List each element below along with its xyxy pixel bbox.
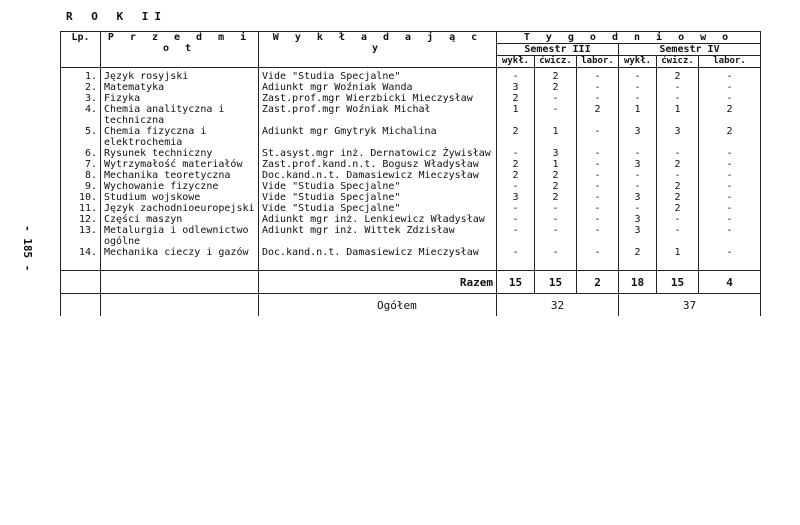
row-value: 2 [699, 104, 761, 126]
row-value: - [619, 203, 657, 214]
row-value: 2 [619, 247, 657, 271]
row-value: - [497, 203, 535, 214]
row-value: 1 [497, 104, 535, 126]
row-lp: 3. [61, 93, 101, 104]
row-subject: Wytrzymałość materiałów [101, 159, 259, 170]
row-value: - [577, 93, 619, 104]
row-value: 3 [619, 225, 657, 247]
row-lp: 14. [61, 247, 101, 271]
row-value: - [535, 93, 577, 104]
row-value: - [497, 247, 535, 271]
row-value: 1 [657, 104, 699, 126]
row-value: 3 [657, 126, 699, 148]
table-row [61, 214, 761, 225]
row-value: 2 [535, 170, 577, 181]
row-value: 2 [497, 93, 535, 104]
row-value: - [577, 203, 619, 214]
row-value: - [497, 181, 535, 192]
row-value: - [535, 214, 577, 225]
row-lp: 10. [61, 192, 101, 203]
row-value: - [699, 247, 761, 271]
total-value: 15 [497, 271, 535, 294]
row-value: - [497, 148, 535, 159]
row-value: 1 [619, 104, 657, 126]
header-lecture: wykł. [619, 56, 657, 68]
table-row [61, 203, 761, 214]
row-subject: Matematyka [101, 82, 259, 93]
row-subject: Język rosyjski [101, 68, 259, 83]
row-value: 2 [535, 181, 577, 192]
row-value: - [619, 82, 657, 93]
row-value: 2 [657, 192, 699, 203]
header-exercises: ćwicz. [657, 56, 699, 68]
row-lecturer: Vide "Studia Specjalne" [259, 203, 497, 214]
header-lecture: wykł. [497, 56, 535, 68]
row-lecturer: Vide "Studia Specjalne" [259, 68, 497, 83]
table-row [61, 126, 761, 148]
row-value: 2 [535, 68, 577, 83]
grand-total-row [61, 294, 761, 317]
row-value: - [619, 93, 657, 104]
row-value: 2 [535, 82, 577, 93]
row-value: 3 [497, 192, 535, 203]
total-value: 4 [699, 271, 761, 294]
row-value: - [699, 192, 761, 203]
row-value: - [535, 104, 577, 126]
header-weekly: T y g o d n i o w o [497, 32, 761, 44]
total-value: 15 [657, 271, 699, 294]
row-lp: 12. [61, 214, 101, 225]
header-subject: P r z e d m i o t [101, 32, 259, 68]
row-value: - [577, 247, 619, 271]
row-value: 1 [657, 247, 699, 271]
row-lp: 7. [61, 159, 101, 170]
row-value: 1 [535, 126, 577, 148]
row-value: - [577, 126, 619, 148]
row-value: - [535, 203, 577, 214]
row-lp: 13. [61, 225, 101, 247]
row-value: 3 [619, 214, 657, 225]
row-lecturer: Adiunkt mgr inż. Lenkiewicz Władysław [259, 214, 497, 225]
row-subject: Części maszyn [101, 214, 259, 225]
row-value: - [535, 225, 577, 247]
row-subject: Mechanika cieczy i gazów [101, 247, 259, 271]
row-subject: Fizyka [101, 93, 259, 104]
row-value: - [699, 214, 761, 225]
table-row [61, 225, 761, 247]
table-row [61, 93, 761, 104]
total-value: 15 [535, 271, 577, 294]
row-value: - [699, 203, 761, 214]
row-subject: Chemia analityczna i techniczna [101, 104, 259, 126]
table-row [61, 68, 761, 83]
total-value: 2 [577, 271, 619, 294]
row-value: - [619, 68, 657, 83]
row-value: - [657, 93, 699, 104]
row-value: - [497, 214, 535, 225]
row-value: - [497, 225, 535, 247]
row-value: - [619, 181, 657, 192]
totals-label: Razem [259, 271, 497, 294]
row-value: 3 [619, 192, 657, 203]
row-lecturer: St.asyst.mgr inż. Dernatowicz Żywisław [259, 148, 497, 159]
table-row [61, 170, 761, 181]
row-value: - [535, 247, 577, 271]
row-subject: Chemia fizyczna i elektrochemia [101, 126, 259, 148]
table-row [61, 192, 761, 203]
row-lp: 2. [61, 82, 101, 93]
row-subject: Język zachodnioeuropejski [101, 203, 259, 214]
row-value: 2 [657, 159, 699, 170]
row-value: - [577, 159, 619, 170]
row-lecturer: Doc.kand.n.t. Damasiewicz Mieczysław [259, 170, 497, 181]
header-exercises: ćwicz. [535, 56, 577, 68]
row-value: 2 [497, 126, 535, 148]
row-value: - [699, 148, 761, 159]
row-value: - [699, 159, 761, 170]
header-lecturer: W y k ł a d a j ą c y [259, 32, 497, 68]
page-number: - 185 - [21, 225, 34, 272]
page-title: R O K II [66, 10, 167, 23]
row-lecturer: Adiunkt mgr Woźniak Wanda [259, 82, 497, 93]
row-lp: 5. [61, 126, 101, 148]
row-value: - [699, 225, 761, 247]
header-semester-iv: Semestr IV [619, 44, 761, 56]
row-value: - [657, 148, 699, 159]
grand-total-s3: 32 [497, 294, 619, 317]
row-value: - [619, 170, 657, 181]
row-lp: 6. [61, 148, 101, 159]
row-value: 2 [657, 203, 699, 214]
row-value: - [497, 68, 535, 83]
row-value: 2 [497, 170, 535, 181]
row-lp: 8. [61, 170, 101, 181]
row-lecturer: Zast.prof.kand.n.t. Bogusz Władysław [259, 159, 497, 170]
row-value: 2 [497, 159, 535, 170]
row-value: 2 [577, 104, 619, 126]
row-value: 3 [497, 82, 535, 93]
row-value: 3 [535, 148, 577, 159]
grand-total-s4: 37 [619, 294, 761, 317]
row-value: - [577, 192, 619, 203]
row-lecturer: Adiunkt mgr inż. Wittek Zdzisław [259, 225, 497, 247]
row-lp: 4. [61, 104, 101, 126]
table-row [61, 159, 761, 170]
header-lp: Lp. [61, 32, 101, 68]
row-value: - [657, 214, 699, 225]
grand-total-label: Ogółem [259, 294, 497, 317]
row-subject: Studium wojskowe [101, 192, 259, 203]
row-value: - [577, 68, 619, 83]
row-lecturer: Zast.prof.mgr Woźniak Michał [259, 104, 497, 126]
row-lecturer: Doc.kand.n.t. Damasiewicz Mieczysław [259, 247, 497, 271]
row-value: - [577, 181, 619, 192]
row-value: - [657, 170, 699, 181]
row-subject: Wychowanie fizyczne [101, 181, 259, 192]
row-subject: Mechanika teoretyczna [101, 170, 259, 181]
row-lp: 9. [61, 181, 101, 192]
row-value: - [699, 170, 761, 181]
header-lab: labor. [577, 56, 619, 68]
row-value: - [577, 82, 619, 93]
row-value: - [577, 225, 619, 247]
row-value: 2 [699, 126, 761, 148]
row-lp: 1. [61, 68, 101, 83]
row-value: - [699, 181, 761, 192]
row-value: 2 [657, 68, 699, 83]
schedule-table [60, 31, 761, 316]
total-value: 18 [619, 271, 657, 294]
row-value: - [657, 82, 699, 93]
row-subject: Rysunek techniczny [101, 148, 259, 159]
totals-row [61, 271, 761, 294]
row-value: - [577, 148, 619, 159]
row-lecturer: Zast.prof.mgr Wierzbicki Mieczysław [259, 93, 497, 104]
row-value: 1 [535, 159, 577, 170]
header-lab: labor. [699, 56, 761, 68]
row-value: - [619, 148, 657, 159]
table-row [61, 181, 761, 192]
row-value: 2 [657, 181, 699, 192]
row-value: - [699, 82, 761, 93]
table-row [61, 247, 761, 271]
row-value: - [657, 225, 699, 247]
row-value: 2 [535, 192, 577, 203]
table-row [61, 82, 761, 93]
row-value: 3 [619, 126, 657, 148]
table-row [61, 148, 761, 159]
row-subject: Metalurgia i odlewnictwo ogólne [101, 225, 259, 247]
row-lecturer: Vide "Studia Specjalne" [259, 181, 497, 192]
table-row [61, 104, 761, 126]
header-semester-iii: Semestr III [497, 44, 619, 56]
row-value: - [699, 93, 761, 104]
row-lp: 11. [61, 203, 101, 214]
row-lecturer: Vide "Studia Specjalne" [259, 192, 497, 203]
row-value: - [577, 170, 619, 181]
row-value: - [699, 68, 761, 83]
row-value: - [577, 214, 619, 225]
row-lecturer: Adiunkt mgr Gmytryk Michalina [259, 126, 497, 148]
row-value: 3 [619, 159, 657, 170]
